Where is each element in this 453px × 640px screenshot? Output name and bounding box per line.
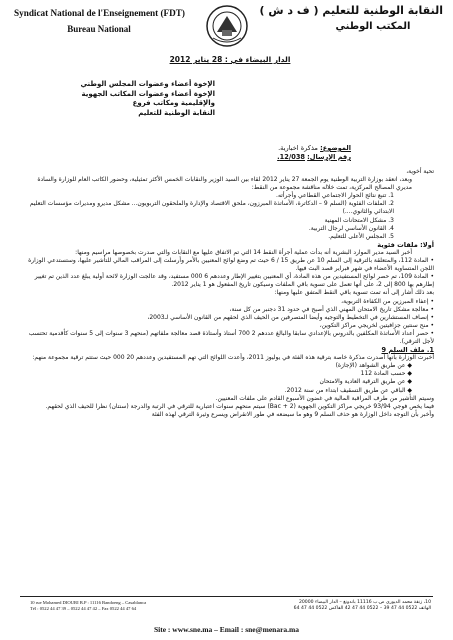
header-arabic bbox=[259, 4, 443, 32]
agenda-point: 2. الملفات الفئوية (السلم 9 – الدكاترة، الأساتذة المبرزون، ملحق الاقتصاد والإدارة والملحقون التربويون... مشكل مديرو ومديرات مؤسسات التعليم الابتدائي والثانوي....) bbox=[29, 200, 394, 216]
section-2-paragraph: وأخبر بأن التوجه داخل الوزارة هو حذف السلم 9 وهو ما سيضعه في طور الانقراض ويسرع وثيرة الترقي لهذه الفئة bbox=[151, 410, 434, 418]
agenda-point: 4. القانون الأساسي لرجال التربية. bbox=[308, 224, 394, 232]
org-name-ar: النقابة الوطنية للتعليم ( ف د ش ) bbox=[259, 4, 443, 17]
section-2-title: 1. ملف السلم 9 bbox=[381, 346, 434, 355]
footer-line: 10 rue Mohamed DIOURI B.P : 11116 Bandoeng – Casablanca bbox=[30, 600, 147, 605]
section-2-item: ◆ حسب المادة 112 bbox=[360, 370, 412, 378]
footer-line: 10، زنقة محمد الديوري ص.ب 11116 باندونغ – الدار البيضاء 20000 bbox=[298, 600, 431, 605]
section-2-paragraph: فيما يخص فوجي 93/94 خريجي مراكز التكوين الجهوية (2 + Bac) سيتم منحهم سنوات اعتبارية للترقي في الرتبة والدرجة (سنتان) نظرا للحيف الذي لحقهم. bbox=[45, 402, 434, 410]
greeting: تحية أخوية، bbox=[406, 168, 434, 175]
agenda-point: 1. تتبع نتائج الحوار الاجتماعي القطاعي وأجرأته. bbox=[276, 192, 394, 200]
letter-body bbox=[24, 168, 434, 419]
section-2-item: ◆ عن طريق الترقية العادية والامتحان bbox=[319, 378, 412, 386]
section-1-item: • منح سنتين جزافيتين لخريجي مراكز التكوين، bbox=[319, 321, 434, 329]
section-1-item: • إنصاف المستشارين في التخطيط والتوجيه وأيضا المتصرفين من الحيف الذي لحقهم من القانون الأساسي لـ2003، bbox=[147, 313, 434, 321]
addressee-line: الإخوة أعضاء وعضوات المكاتب الجهوية bbox=[81, 89, 215, 98]
footer-website: Site : www.sne.ma – Email : sne@menara.ma bbox=[153, 625, 300, 634]
section-1-item: • حصر أعداد الأساتذة المكلفين بالدروس بالإعدادي سابقا والبالغ عددهم 2 700 أستاذ وأستاذة قصد معالجة ملفاتهم (منحهم 3 سنوات إلى 5 سنوات كأقدمية تحتسب لأجل الترقي). bbox=[28, 329, 434, 345]
subject-label: الموضوع: bbox=[320, 144, 351, 152]
section-2-item: ◆ عن طريق الشواهد (الإجازة) bbox=[335, 362, 412, 370]
section-1-item: • إعفاء المبرزين من الكفاءة التربوية، bbox=[341, 297, 434, 305]
date-line: الدار البيضاء في : 28 يناير 2012 bbox=[169, 55, 291, 64]
section-2-intro: أخبرت الوزارة بأنها أصدرت مذكرة خاصة بترقية هذه الفئة في يوليوز 2011، وأعدت اللوائح التي تهم المستفيدين وعددهم 20 000 حيث ستتم ترقية مجموعة منهم: bbox=[32, 354, 434, 362]
org-name-fr: Syndicat National de l'Enseignement (FDT) bbox=[14, 8, 185, 18]
addressee-line: والإقليمية ومكاتب فروع bbox=[132, 99, 215, 107]
addressee-line: النقابة الوطنية للتعليم bbox=[138, 108, 215, 117]
bureau-name-ar: المكتب الوطني bbox=[335, 21, 411, 32]
section-1-intro: أخبر السيد مدير الموارد البشرية أنه بدأت عملية أجرأة النقط 14 التي تم الاتفاق عليها مع النقابات والتي صدرت بخصوصها مراسيم ومنها: bbox=[75, 248, 412, 256]
footer-address-ar bbox=[231, 600, 431, 612]
section-1-item: بعد ذلك أشار إلى أنه تمت تسوية باقي النقط المتفق عليها ومنها: bbox=[274, 289, 434, 297]
section-1-item: • المادة 109، تم حصر لوائح المستفيدين من هذه المادة، أي المعنيين بتغيير الإطار وعددهم 6 000 مستفيد، وقد عالجت الوزارة لائحة أولية يبلغ عدد الذين تم تغيير إطارهم بها 800 إلى 2، على أنها تعمل على تسوية باقي الملفات وسيكون تاريخ المفعول هو 1 يناير 2012. bbox=[34, 273, 434, 289]
section-1-item: • معالجة مشكل تاريخ الامتحان المهني الذي أصبح في حدود 31 دجنبر من كل سنة، bbox=[229, 305, 434, 313]
agenda-point: 5. المجلس الأعلى للتعليم. bbox=[328, 232, 394, 240]
bureau-name-fr: Bureau National bbox=[67, 24, 131, 34]
addressee-line: الإخوة أعضاء وعضوات المجلس الوطني bbox=[80, 80, 215, 88]
section-1-item: • المادة 112، والمتعلقة بالترقية إلى السلم 10 عن طريق 15 / 6 حيث تم وضع لوائح المعنيين بالأمر وأرسلت إلى المراقب المالي للتأشير عليها، وستستدعي الوزارة اللجن المتساوية الأعضاء في شهر فبراير قصد البث فيها. bbox=[28, 257, 434, 273]
addressees bbox=[15, 80, 215, 118]
agenda-point: 3. مشكل الامتحانات المهنية bbox=[324, 216, 394, 224]
ref-value: 12/038. bbox=[277, 153, 306, 161]
intro-paragraph: وبعد، انعقد بوزارة التربية الوطنية يوم الجمعة 27 يناير 2012 لقاء بين السيد الوزير والنقابات الخمس الأكثر تمثيلية، وحضور الكاتب العام للوزارة والسادة مديري المصالح المركزية، تمت خلاله مناقشة مجموعة من النقط: bbox=[37, 176, 412, 192]
subject-block bbox=[131, 144, 351, 162]
section-2-paragraph: وسيتم التأشير من طرف المراقبة المالية في غضون الأسبوع القادم على ملفات المعنيين. bbox=[215, 394, 434, 402]
footer-line: الهاتف 0522 44 47 39 – 0522 44 47 42 الفاكس 0522 44 47 64 bbox=[293, 606, 431, 611]
section-2-item: ◆ الباقي عن طريق التسقيف ابتداء من سنة 2012. bbox=[284, 386, 412, 394]
section-1-title: أولا: ملفات فئوية bbox=[377, 240, 434, 249]
header-french bbox=[14, 8, 184, 34]
union-logo-icon bbox=[205, 4, 249, 48]
footer-line: Tél : 0522 44 47 39 – 0522 44 47 42 – Fax 0522 44 47 64 bbox=[30, 606, 137, 611]
subject-value: مذكرة اخبارية. bbox=[278, 144, 318, 152]
footer-address-fr bbox=[30, 600, 230, 612]
footer-divider bbox=[20, 596, 433, 597]
ref-label: رقم الإرسال: bbox=[307, 153, 351, 161]
